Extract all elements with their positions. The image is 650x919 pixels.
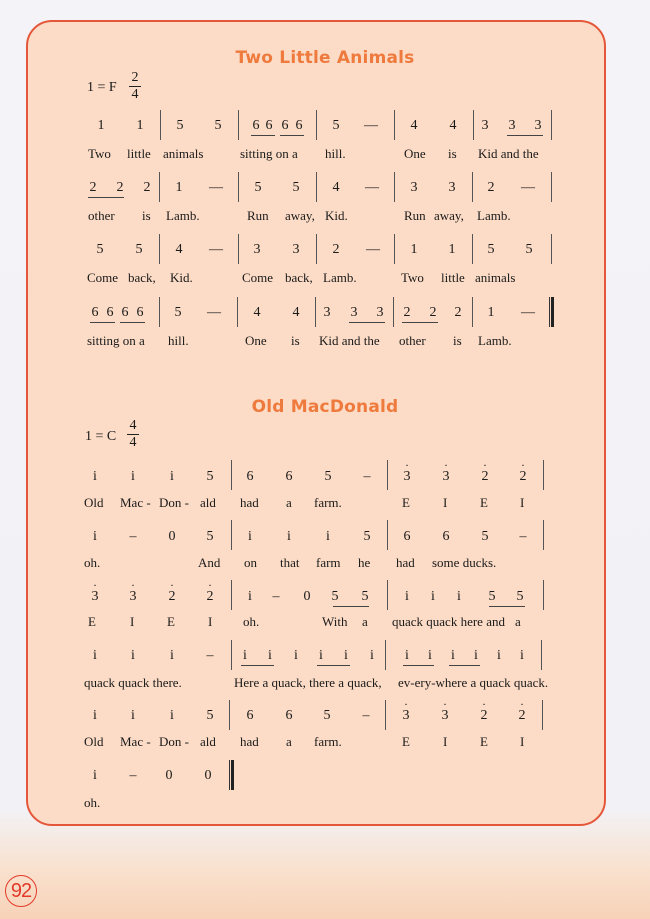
note: i xyxy=(520,648,524,663)
note: 2 · xyxy=(164,589,180,605)
underline xyxy=(251,135,275,136)
lyric: Don - xyxy=(159,734,189,749)
note: 6 xyxy=(265,118,273,133)
underline xyxy=(402,322,438,323)
note: 5 xyxy=(324,469,332,484)
note: 4 xyxy=(175,242,183,257)
note: 0 xyxy=(204,768,212,783)
note: 3 · xyxy=(398,708,414,724)
note: 4 xyxy=(253,305,261,320)
final-barline xyxy=(549,297,554,327)
note: – xyxy=(206,648,214,663)
lyric: Lamb. xyxy=(478,333,512,348)
lyric: I xyxy=(130,614,135,629)
page-number: 92 xyxy=(5,875,37,907)
barline xyxy=(551,234,552,264)
note: – xyxy=(519,529,527,544)
note: i xyxy=(370,648,374,663)
barline xyxy=(472,172,473,202)
lyric: he xyxy=(358,555,371,570)
lyric: Kid. xyxy=(325,208,348,223)
note: i xyxy=(170,708,174,723)
note: — xyxy=(521,180,535,195)
lyric: farm xyxy=(316,555,341,570)
lyric: Kid. xyxy=(170,270,193,285)
lyric: Here a quack, there a quack, xyxy=(234,675,382,690)
note: 6 xyxy=(285,469,293,484)
octave-dot: · xyxy=(404,697,408,711)
time-top: 4 xyxy=(129,418,137,433)
note: 1 xyxy=(487,305,495,320)
note: 5 xyxy=(516,589,524,604)
note: 1 xyxy=(175,180,183,195)
note: i xyxy=(131,469,135,484)
note: 0 xyxy=(303,589,311,604)
octave-dot: · xyxy=(482,697,486,711)
lyric: had xyxy=(396,555,415,570)
note: i xyxy=(457,589,461,604)
lyric: Come xyxy=(242,270,274,285)
lyric: had xyxy=(240,495,259,510)
note: 5 xyxy=(214,118,222,133)
octave-dot: · xyxy=(131,578,135,592)
note: i xyxy=(93,529,97,544)
octave-dot: · xyxy=(405,458,409,472)
lyric: quack quack there. xyxy=(84,675,182,690)
note: 6 xyxy=(252,118,260,133)
note: 3 · xyxy=(437,708,453,724)
lyric: Lamb. xyxy=(166,208,200,223)
note: — xyxy=(365,180,379,195)
barline xyxy=(543,520,544,550)
note: i xyxy=(405,589,409,604)
note: 2 xyxy=(403,305,411,320)
lyric: I xyxy=(520,495,525,510)
time-top: 2 xyxy=(131,70,139,85)
key-signature: 1 = F xyxy=(87,80,117,95)
note: – xyxy=(129,768,137,783)
lyric: oh. xyxy=(84,795,101,810)
note: i xyxy=(170,469,174,484)
time-bottom: 4 xyxy=(131,87,139,102)
octave-dot: · xyxy=(170,578,174,592)
barline xyxy=(315,297,316,327)
time-signature xyxy=(127,419,139,450)
lyric: had xyxy=(240,734,259,749)
note: i xyxy=(248,589,252,604)
note: — xyxy=(364,118,378,133)
lyric: One xyxy=(245,333,267,348)
lyric: Lamb. xyxy=(477,208,511,223)
note: 3 xyxy=(350,305,358,320)
note: i xyxy=(131,648,135,663)
lyric: a xyxy=(515,614,521,629)
underline xyxy=(489,606,525,607)
underline xyxy=(120,322,145,323)
note: 5 xyxy=(331,589,339,604)
time-signature xyxy=(129,71,141,102)
note: 5 xyxy=(206,708,214,723)
note: 6 xyxy=(246,708,254,723)
note: 5 xyxy=(332,118,340,133)
note: i xyxy=(243,648,247,663)
note: 5 xyxy=(488,589,496,604)
lyric: E xyxy=(480,734,488,749)
underline xyxy=(90,322,115,323)
note: 5 xyxy=(206,529,214,544)
lyric: Lamb. xyxy=(323,270,357,285)
note: 1 xyxy=(97,118,105,133)
note: 6 xyxy=(106,305,114,320)
lyric: is xyxy=(448,146,457,161)
note: i xyxy=(287,529,291,544)
lyric: Run xyxy=(247,208,269,223)
lyric: hill. xyxy=(325,146,346,161)
underline xyxy=(449,665,480,666)
barline xyxy=(159,172,160,202)
lyric: Come xyxy=(87,270,119,285)
lyric: Kid and the xyxy=(478,146,539,161)
note: 4 xyxy=(449,118,457,133)
lyric: back, xyxy=(128,270,156,285)
note: 6 xyxy=(246,469,254,484)
lyric: other xyxy=(88,208,115,223)
lyric: Mac - xyxy=(120,495,151,510)
barline xyxy=(231,460,232,490)
underline xyxy=(241,665,274,666)
octave-dot: · xyxy=(93,578,97,592)
note: 3 xyxy=(253,242,261,257)
song-title-two-little-animals: Two Little Animals xyxy=(235,48,415,68)
barline xyxy=(316,172,317,202)
note: i xyxy=(497,648,501,663)
note: i xyxy=(93,469,97,484)
note: 2 · xyxy=(515,469,531,485)
barline xyxy=(472,297,473,327)
underline xyxy=(280,135,304,136)
underline xyxy=(349,322,385,323)
lyric: other xyxy=(399,333,426,348)
note: 3 xyxy=(410,180,418,195)
note: 2 xyxy=(454,305,462,320)
barline xyxy=(551,110,552,140)
note: 2 · xyxy=(514,708,530,724)
barline xyxy=(543,580,544,610)
note: 5 xyxy=(135,242,143,257)
lyric: sitting on a xyxy=(240,146,298,161)
lyric: is xyxy=(453,333,462,348)
note: 4 xyxy=(410,118,418,133)
lyric: Run xyxy=(404,208,426,223)
barline xyxy=(393,297,394,327)
lyric: Old xyxy=(84,734,104,749)
lyric: farm. xyxy=(314,734,342,749)
note: 3 xyxy=(508,118,516,133)
lyric: E xyxy=(402,734,410,749)
barline xyxy=(394,110,395,140)
note: 4 xyxy=(332,180,340,195)
lyric: back, xyxy=(285,270,313,285)
note: 2 xyxy=(116,180,124,195)
lyric: away, xyxy=(285,208,315,223)
barline xyxy=(541,640,542,670)
lyric: Two xyxy=(88,146,111,161)
barline xyxy=(385,640,386,670)
lyric: With xyxy=(322,614,348,629)
note: 5 xyxy=(323,708,331,723)
note: 2 · xyxy=(202,589,218,605)
lyric: hill. xyxy=(168,333,189,348)
note: 6 xyxy=(91,305,99,320)
note: 5 xyxy=(361,589,369,604)
lyric: I xyxy=(443,734,448,749)
note: i xyxy=(248,529,252,544)
underline xyxy=(333,606,369,607)
barline xyxy=(159,234,160,264)
octave-dot: · xyxy=(443,697,447,711)
barline xyxy=(238,110,239,140)
note: — xyxy=(207,305,221,320)
underline xyxy=(403,665,434,666)
barline xyxy=(394,172,395,202)
note: i xyxy=(93,708,97,723)
octave-dot: · xyxy=(208,578,212,592)
final-barline xyxy=(229,760,234,790)
octave-dot: · xyxy=(483,458,487,472)
barline xyxy=(231,640,232,670)
lyric: on xyxy=(244,555,257,570)
note: i xyxy=(474,648,478,663)
underline xyxy=(317,665,350,666)
note: 4 xyxy=(292,305,300,320)
note: 3 · xyxy=(399,469,415,485)
barline xyxy=(394,234,395,264)
lyric: Old xyxy=(84,495,104,510)
note: 3 xyxy=(292,242,300,257)
barline xyxy=(472,234,473,264)
lyric: a xyxy=(362,614,368,629)
note: 5 xyxy=(487,242,495,257)
note: 2 xyxy=(429,305,437,320)
note: 5 xyxy=(206,469,214,484)
note: 6 xyxy=(281,118,289,133)
note: – xyxy=(362,708,370,723)
barline xyxy=(385,700,386,730)
lyric: E xyxy=(167,614,175,629)
note: 3 · xyxy=(438,469,454,485)
barline xyxy=(159,297,160,327)
song-title-old-macdonald: Old MacDonald xyxy=(251,397,399,417)
note: 2 · xyxy=(477,469,493,485)
barline xyxy=(316,234,317,264)
octave-dot: · xyxy=(444,458,448,472)
note: 5 xyxy=(96,242,104,257)
note: 5 xyxy=(176,118,184,133)
lyric: I xyxy=(443,495,448,510)
note: i xyxy=(93,768,97,783)
lyric: I xyxy=(520,734,525,749)
barline xyxy=(237,297,238,327)
lyric: animals xyxy=(475,270,516,285)
barline xyxy=(231,520,232,550)
note: i xyxy=(319,648,323,663)
note: 2 xyxy=(487,180,495,195)
note: i xyxy=(405,648,409,663)
barline xyxy=(316,110,317,140)
note: — xyxy=(366,242,380,257)
lyric: Two xyxy=(401,270,424,285)
note: 2 · xyxy=(476,708,492,724)
lyric: a xyxy=(286,734,292,749)
note: — xyxy=(209,180,223,195)
note: 6 xyxy=(121,305,129,320)
note: 1 xyxy=(136,118,144,133)
lyric: One xyxy=(404,146,426,161)
note: 3 xyxy=(376,305,384,320)
underline xyxy=(88,197,124,198)
lyric: sitting on a xyxy=(87,333,145,348)
note: — xyxy=(521,305,535,320)
note: i xyxy=(93,648,97,663)
lyric: E xyxy=(88,614,96,629)
barline xyxy=(238,234,239,264)
note: 3 · xyxy=(125,589,141,605)
lyric: some ducks. xyxy=(432,555,497,570)
lyric: quack quack here and xyxy=(392,614,505,629)
note: 3 xyxy=(534,118,542,133)
note: 6 xyxy=(403,529,411,544)
note: 6 xyxy=(136,305,144,320)
note: 1 xyxy=(410,242,418,257)
note: i xyxy=(428,648,432,663)
note: 6 xyxy=(295,118,303,133)
barline xyxy=(551,172,552,202)
octave-dot: · xyxy=(520,697,524,711)
barline xyxy=(473,110,474,140)
note: i xyxy=(268,648,272,663)
note: i xyxy=(170,648,174,663)
key-signature: 1 = C xyxy=(85,429,117,444)
note: 3 · xyxy=(87,589,103,605)
note: 5 xyxy=(254,180,262,195)
barline xyxy=(160,110,161,140)
octave-dot: · xyxy=(521,458,525,472)
note: 6 xyxy=(285,708,293,723)
lyric: animals xyxy=(163,146,204,161)
lyric: E xyxy=(480,495,488,510)
note: – xyxy=(272,589,280,604)
note: i xyxy=(344,648,348,663)
lyric: farm. xyxy=(314,495,342,510)
lyric: ald xyxy=(200,495,216,510)
note: 3 xyxy=(481,118,489,133)
lyric: that xyxy=(280,555,300,570)
barline xyxy=(387,460,388,490)
note: – xyxy=(363,469,371,484)
note: 0 xyxy=(168,529,176,544)
lyric: Don - xyxy=(159,495,189,510)
note: 6 xyxy=(442,529,450,544)
lyric: little xyxy=(127,146,151,161)
lyric: E xyxy=(402,495,410,510)
lyric: Mac - xyxy=(120,734,151,749)
note: 3 xyxy=(323,305,331,320)
lyric: little xyxy=(441,270,465,285)
barline xyxy=(543,460,544,490)
barline xyxy=(231,580,232,610)
lyric: Kid and the xyxy=(319,333,380,348)
lyric: And xyxy=(198,555,221,570)
barline xyxy=(542,700,543,730)
note: i xyxy=(326,529,330,544)
note: 2 xyxy=(143,180,151,195)
lyric: ev-ery-where a quack quack. xyxy=(398,675,549,690)
note: i xyxy=(131,708,135,723)
note: 5 xyxy=(174,305,182,320)
time-bottom: 4 xyxy=(129,435,137,450)
lyric: away, xyxy=(434,208,464,223)
note: — xyxy=(209,242,223,257)
lyric: oh. xyxy=(84,555,101,570)
barline xyxy=(387,520,388,550)
barline xyxy=(387,580,388,610)
lyric: is xyxy=(142,208,151,223)
note: 5 xyxy=(481,529,489,544)
note: 5 xyxy=(525,242,533,257)
barline xyxy=(229,700,230,730)
note: 2 xyxy=(89,180,97,195)
note: – xyxy=(129,529,137,544)
note: 5 xyxy=(292,180,300,195)
underline xyxy=(507,135,543,136)
lyric: a xyxy=(286,495,292,510)
note: i xyxy=(451,648,455,663)
lyric: oh. xyxy=(243,614,260,629)
note: 3 xyxy=(448,180,456,195)
note: 0 xyxy=(165,768,173,783)
lyric: is xyxy=(291,333,300,348)
note: 1 xyxy=(448,242,456,257)
lyric: I xyxy=(208,614,213,629)
note: 2 xyxy=(332,242,340,257)
note: i xyxy=(294,648,298,663)
note: 5 xyxy=(363,529,371,544)
note: i xyxy=(431,589,435,604)
barline xyxy=(238,172,239,202)
lyric: ald xyxy=(200,734,216,749)
